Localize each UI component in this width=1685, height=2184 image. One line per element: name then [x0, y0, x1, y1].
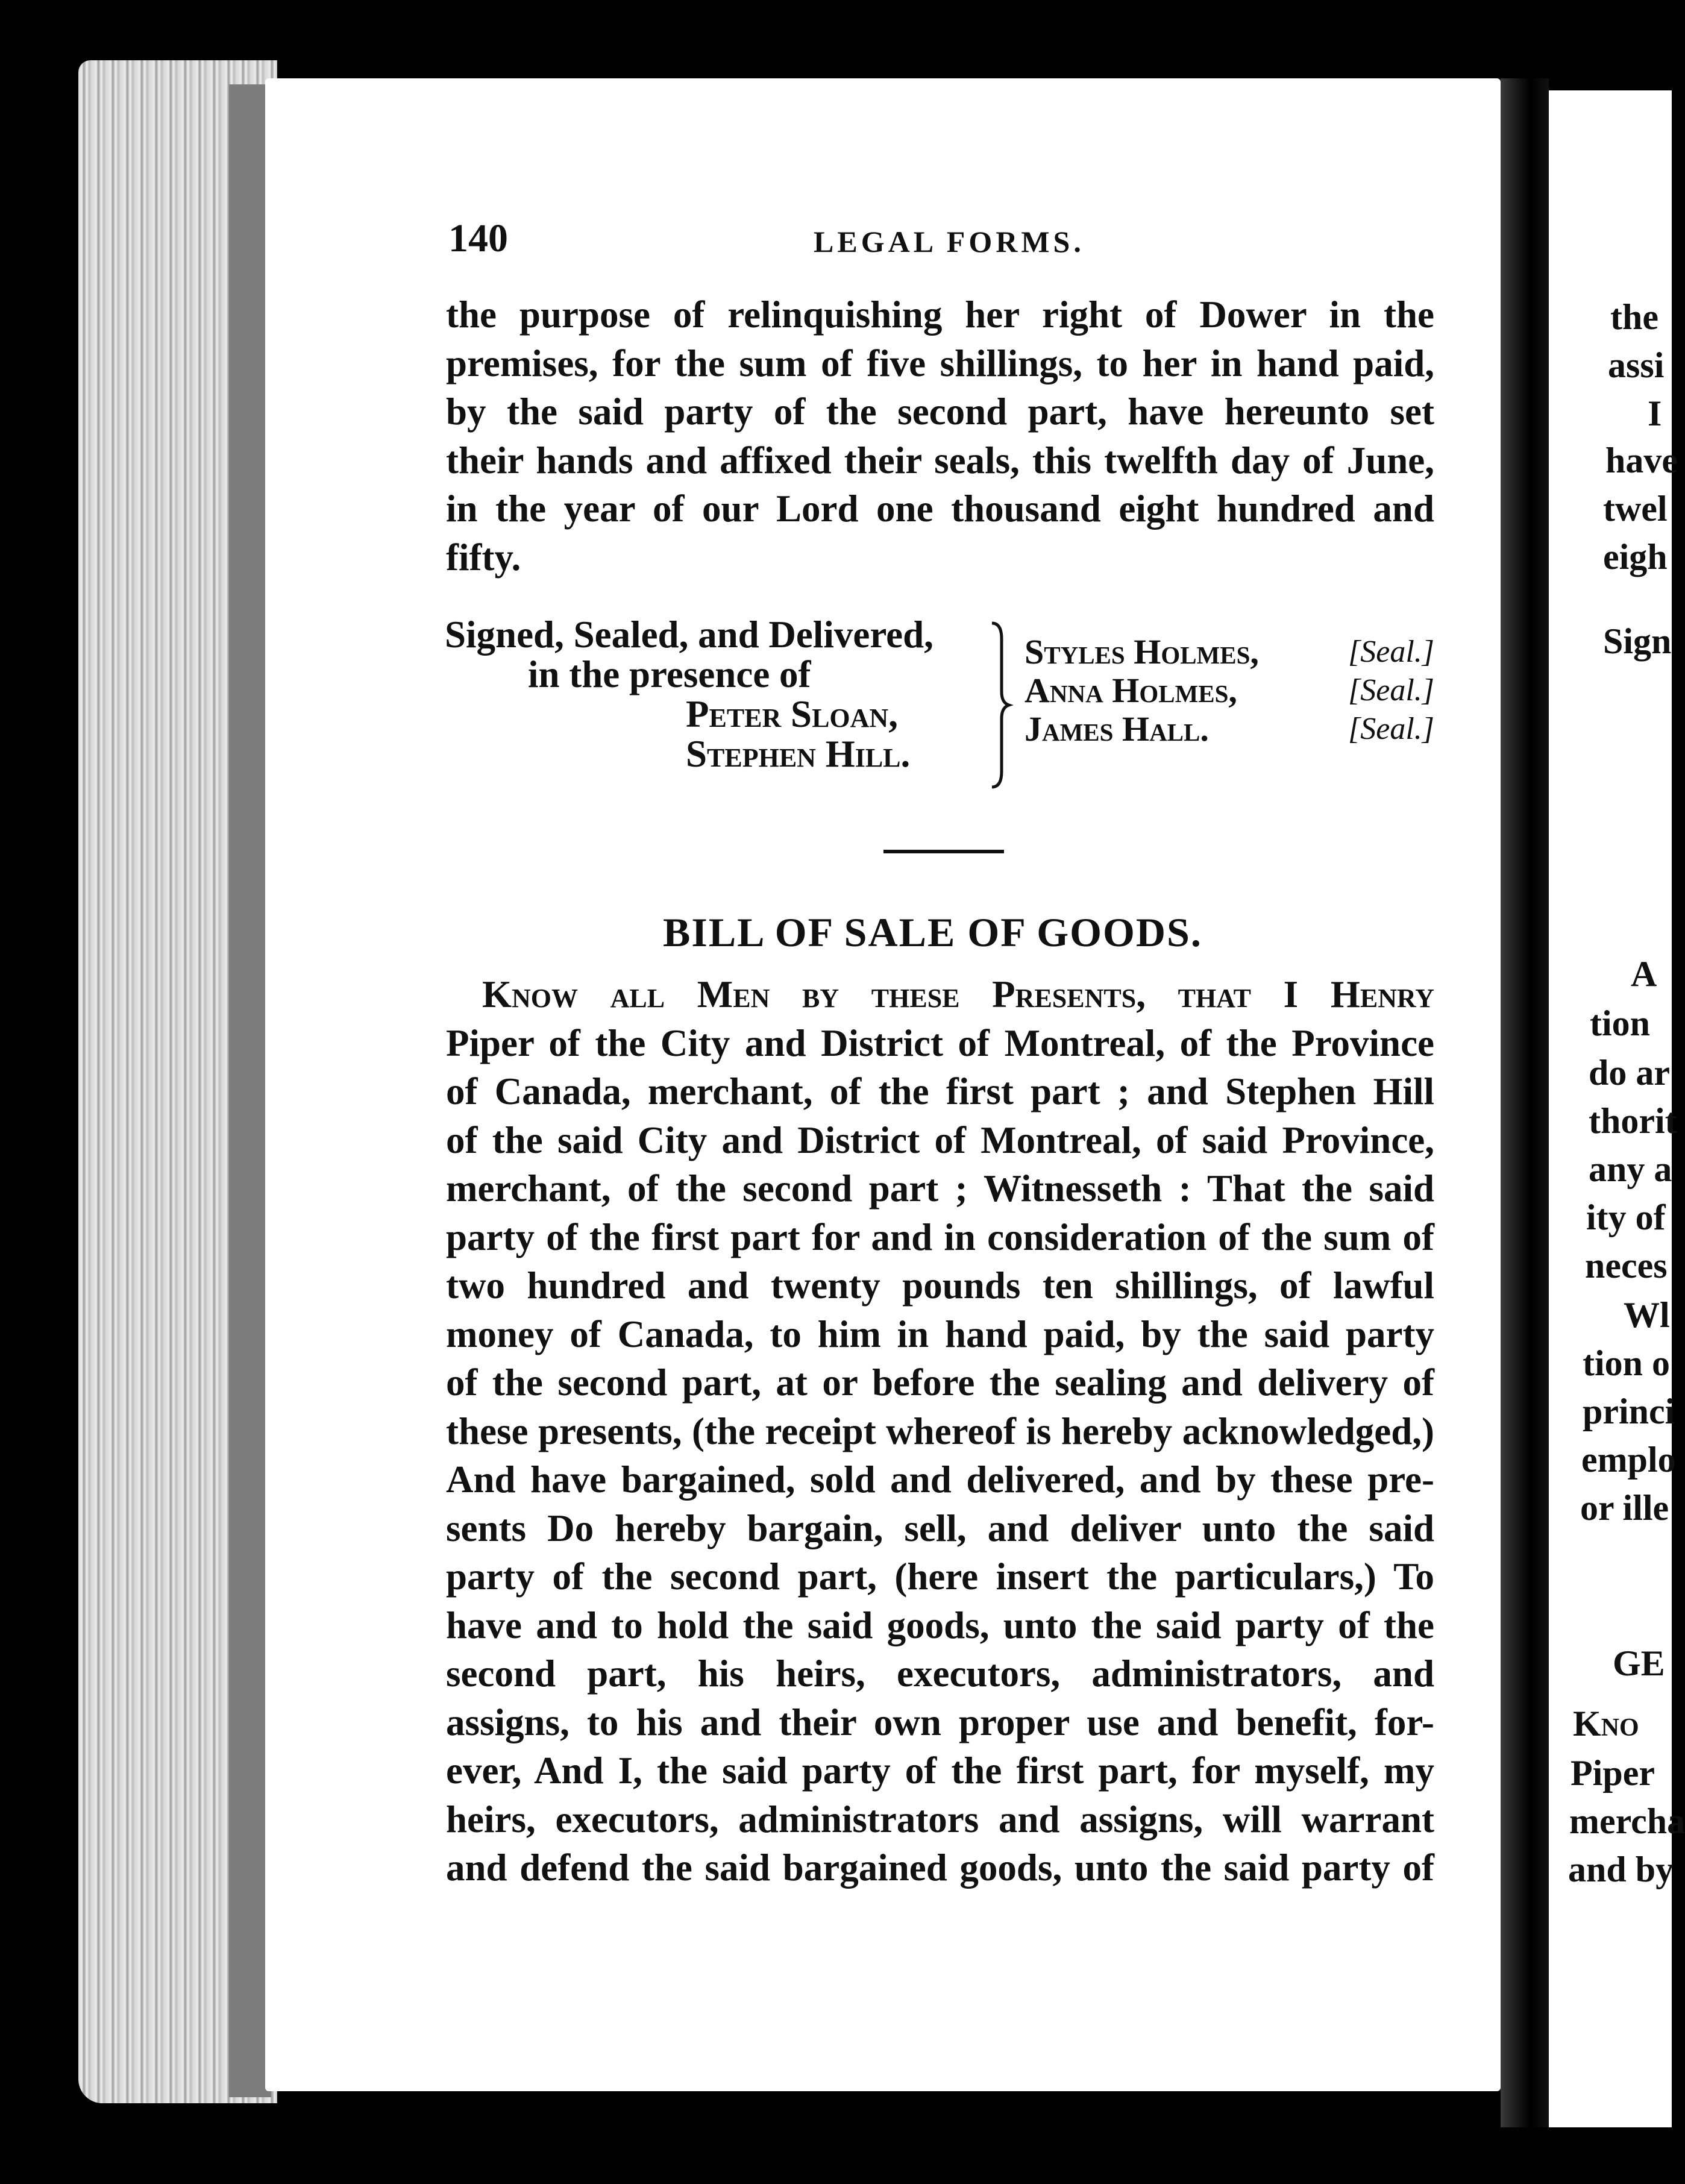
- section-divider: [883, 850, 1004, 853]
- right-page-fragment: tion o: [1583, 1343, 1671, 1383]
- signer-name: Styles Holmes,: [1024, 632, 1259, 671]
- right-page-fragment: twel: [1603, 489, 1668, 529]
- right-page-fragment: emplo: [1581, 1440, 1676, 1480]
- right-page-fragment: neces: [1585, 1246, 1668, 1285]
- book-gutter: [1501, 78, 1549, 2127]
- page-number: 140: [448, 216, 508, 260]
- right-page-fragment: thorit: [1589, 1101, 1677, 1141]
- signer-row: [1024, 671, 1434, 710]
- text-line: assigns, to his and their own proper use and benefit, for-: [446, 1701, 1434, 1743]
- witness-name: Peter Sloan,: [686, 693, 898, 735]
- seal-mark: [Seal.]: [1348, 673, 1434, 708]
- text-line: Piper of the City and District of Montreal, of the Province: [446, 1021, 1434, 1064]
- text-line: of Canada, merchant, of the first part ; and Stephen Hill: [446, 1070, 1434, 1112]
- text-line: in the year of our Lord one thousand eight hundred and: [446, 488, 1434, 530]
- intro-paragraph: [446, 290, 1434, 582]
- right-page-fragment: A: [1631, 954, 1657, 994]
- witness-block: [445, 615, 933, 774]
- signer-row: [1024, 710, 1434, 748]
- right-page-fragment: princi: [1583, 1392, 1675, 1431]
- section-body: [446, 970, 1434, 1892]
- right-page-fragment: ity of: [1586, 1197, 1666, 1237]
- right-page-fragment: I: [1648, 394, 1662, 433]
- right-page-fragment: have: [1605, 441, 1678, 480]
- text-line: the purpose of relinquishing her right of Dower in the: [446, 293, 1434, 336]
- text-line: party of the first part for and in consideration of the sum of: [446, 1216, 1434, 1258]
- text-line: heirs, executors, administrators and assigns, will warrant: [446, 1798, 1434, 1840]
- right-page-fragment: Sign: [1603, 621, 1672, 661]
- text-line: Know all Men by these Presents, that I Henry: [482, 973, 1434, 1015]
- right-page-fragment: do ar: [1589, 1053, 1670, 1093]
- text-line: money of Canada, to him in hand paid, by the said party: [446, 1313, 1434, 1355]
- text-line: and defend the said bargained goods, unto the said party of: [446, 1847, 1434, 1889]
- right-page-fragment: and by: [1568, 1850, 1674, 1889]
- right-page-fragment: eigh: [1603, 537, 1668, 577]
- text-line: party of the second part, (here insert the particulars,) To: [446, 1555, 1434, 1598]
- text-line: these presents, (the receipt whereof is hereby acknowledged,): [446, 1410, 1434, 1452]
- right-page-fragment: the: [1610, 297, 1658, 337]
- text-line: of the second part, at or before the sealing and delivery of: [446, 1361, 1434, 1404]
- witness-heading: Signed, Sealed, and Delivered,: [445, 613, 933, 656]
- text-line: fifty.: [446, 536, 521, 579]
- signers-block: [1024, 633, 1434, 748]
- text-line: ever, And I, the said party of the first part, for myself, my: [446, 1749, 1434, 1792]
- running-head: LEGAL FORMS.: [814, 225, 1085, 259]
- signer-name: Anna Holmes,: [1024, 671, 1237, 710]
- text-line: second part, his heirs, executors, administrators, and: [446, 1652, 1434, 1695]
- right-page-fragment: Wl: [1624, 1295, 1670, 1335]
- signer-name: James Hall.: [1024, 709, 1209, 748]
- right-page-fragment: tion: [1590, 1003, 1651, 1043]
- brace-icon: [988, 621, 1012, 789]
- text-line: have and to hold the said goods, unto the said party of the: [446, 1604, 1434, 1646]
- text-line: sents Do hereby bargain, sell, and deliver unto the said: [446, 1507, 1434, 1549]
- witness-name: Stephen Hill.: [686, 733, 911, 775]
- right-page-fragment: Kno: [1573, 1704, 1639, 1743]
- seal-mark: [Seal.]: [1348, 635, 1434, 669]
- signer-row: [1024, 633, 1434, 671]
- right-page-fragment: GE: [1613, 1643, 1665, 1683]
- seal-mark: [Seal.]: [1348, 712, 1434, 746]
- witness-presence: in the presence of: [528, 653, 811, 695]
- right-page-fragment: or ille: [1580, 1488, 1669, 1528]
- right-page-fragment: Piper: [1570, 1753, 1655, 1793]
- text-line: by the said party of the second part, have hereunto set: [446, 391, 1434, 433]
- text-line: premises, for the sum of five shillings, to her in hand paid,: [446, 342, 1434, 384]
- text-line: two hundred and twenty pounds ten shillings, of lawful: [446, 1264, 1434, 1307]
- text-line: And have bargained, sold and delivered, and by these pre-: [446, 1458, 1434, 1501]
- right-page-fragment: mercha: [1569, 1801, 1685, 1841]
- section-title: BILL OF SALE OF GOODS.: [663, 909, 1202, 955]
- text-line: their hands and affixed their seals, this twelfth day of June,: [446, 439, 1434, 482]
- text-line: merchant, of the second part ; Witnesseth : That the said: [446, 1167, 1434, 1210]
- text-line: of the said City and District of Montreal, of said Province,: [446, 1119, 1434, 1161]
- right-page-fragment: assi: [1608, 345, 1665, 385]
- right-page-fragment: any a: [1589, 1149, 1672, 1189]
